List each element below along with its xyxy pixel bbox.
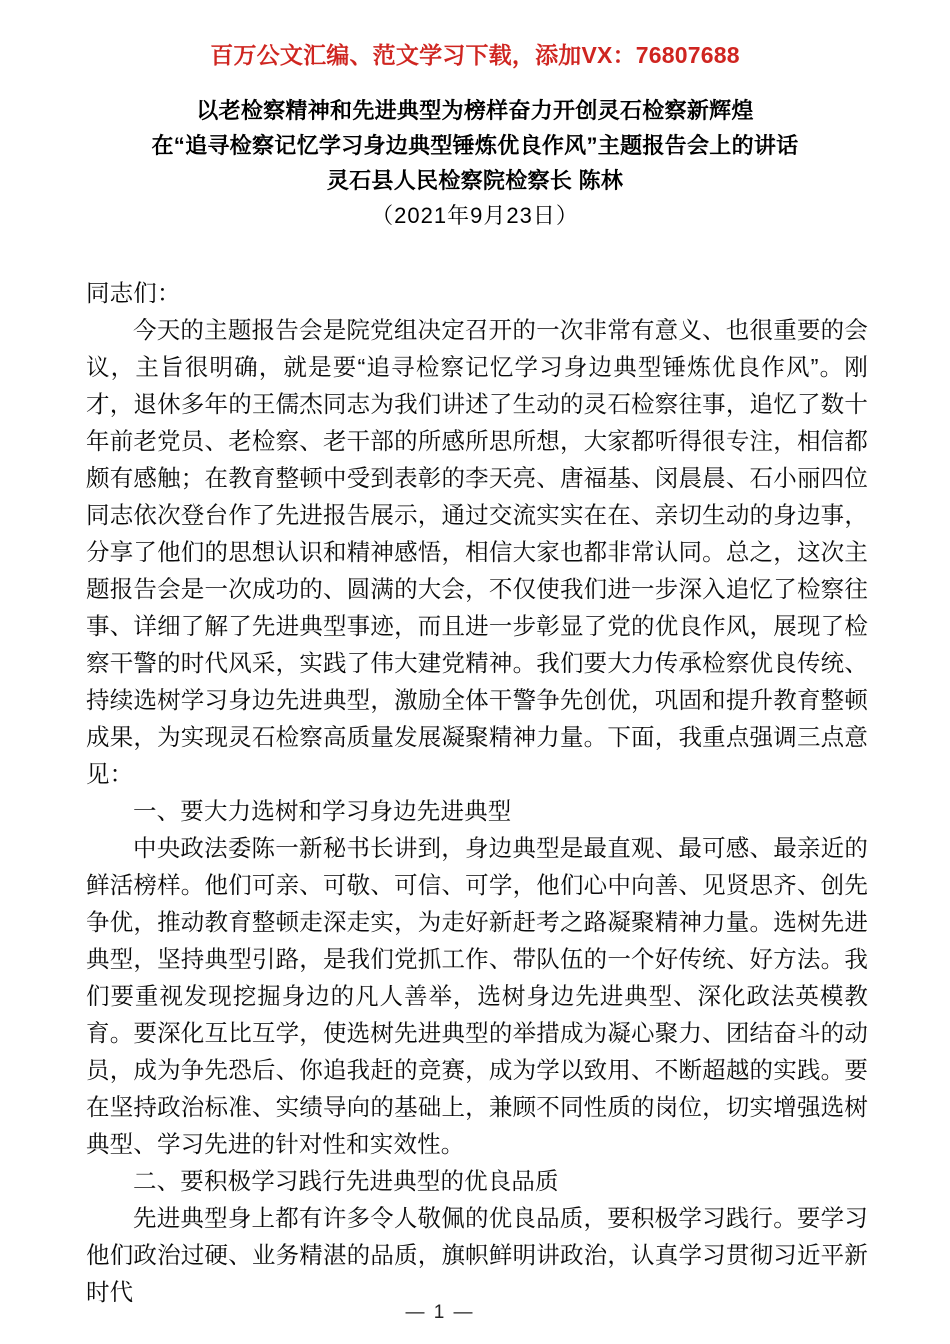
section-two-heading: 二、要积极学习践行先进典型的优良品质: [133, 1168, 559, 1194]
title-block: [0, 93, 950, 233]
section-one-heading: 一、要大力选树和学习身边先进典型: [133, 798, 512, 824]
section-one-paragraph: 中央政法委陈一新秘书长讲到，身边典型是最直观、最可感、最亲近的鲜活榜样。他们可亲、可敬、可信、可学，他们心中向善、见贤思齐、创先争优，推动教育整顿走深走实，为走好新赶考之路凝聚精神力量。选树先进典型，坚持典型引路，是我们党抓工作、带队伍的一个好传统、好方法。我们要重视发现挖掘身边的凡人善举，选树身边先进典型、深化政法英模教育。要深化互比互学，使选树先进典型的举措成为凝心聚力、团结奋斗的动员，成为争先恐后、你追我赶的竞赛，成为学以致用、不断超越的实践。要在坚持政治标准、实绩导向的基础上，兼顾不同性质的岗位，切实增强选树典型、学习先进的针对性和实效性。: [86, 835, 868, 1157]
section-two-paragraph: 先进典型身上都有许多令人敬佩的优良品质，要积极学习践行。要学习他们政治过硬、业务精湛的品质，旗帜鲜明讲政治，认真学习贯彻习近平新时代: [86, 1205, 868, 1305]
page-footer: [0, 1302, 950, 1324]
salutation-line: 同志们：: [86, 280, 181, 306]
document-date: （2021年9月23日）: [371, 203, 579, 228]
document-body: [86, 275, 868, 1311]
opening-paragraph: 今天的主题报告会是院党组决定召开的一次非常有意义、也很重要的会议，主旨很明确，就是要“追寻检察记忆学习身边典型锤炼优良作风”。刚才，退休多年的王儒杰同志为我们讲述了生动的灵石检察往事，追忆了数十年前老党员、老检察、老干部的所感所思所想，大家都听得很专注，相信都颇有感触；在教育整顿中受到表彰的李天亮、唐福基、闵晨晨、石小丽四位同志依次登台作了先进报告展示，通过交流实实在在、亲切生动的身边事，分享了他们的思想认识和精神感悟，相信大家也都非常认同。总之，这次主题报告会是一次成功的、圆满的大会，不仅使我们进一步深入追忆了检察往事、详细了解了先进典型事迹，而且进一步彰显了党的优良作风，展现了检察干警的时代风采，实践了伟大建党精神。我们要大力传承检察优良传统、持续选树学习身边先进典型，激励全体干警争先创优，巩固和提升教育整顿成果，为实现灵石检察高质量发展凝聚精神力量。下面，我重点强调三点意见：: [86, 317, 868, 787]
page-number: — 1 —: [405, 1302, 475, 1323]
document-byline: 灵石县人民检察院检察长 陈林: [326, 168, 624, 193]
document-title-main: 以老检察精神和先进典型为榜样奋力开创灵石检察新辉煌: [196, 98, 754, 123]
document-title-sub: 在“追寻检察记忆学习身边典型锤炼优良作风”主题报告会上的讲话: [151, 133, 799, 158]
promo-banner-text: 百万公文汇编、范文学习下载，添加VX：76807688: [210, 42, 740, 68]
